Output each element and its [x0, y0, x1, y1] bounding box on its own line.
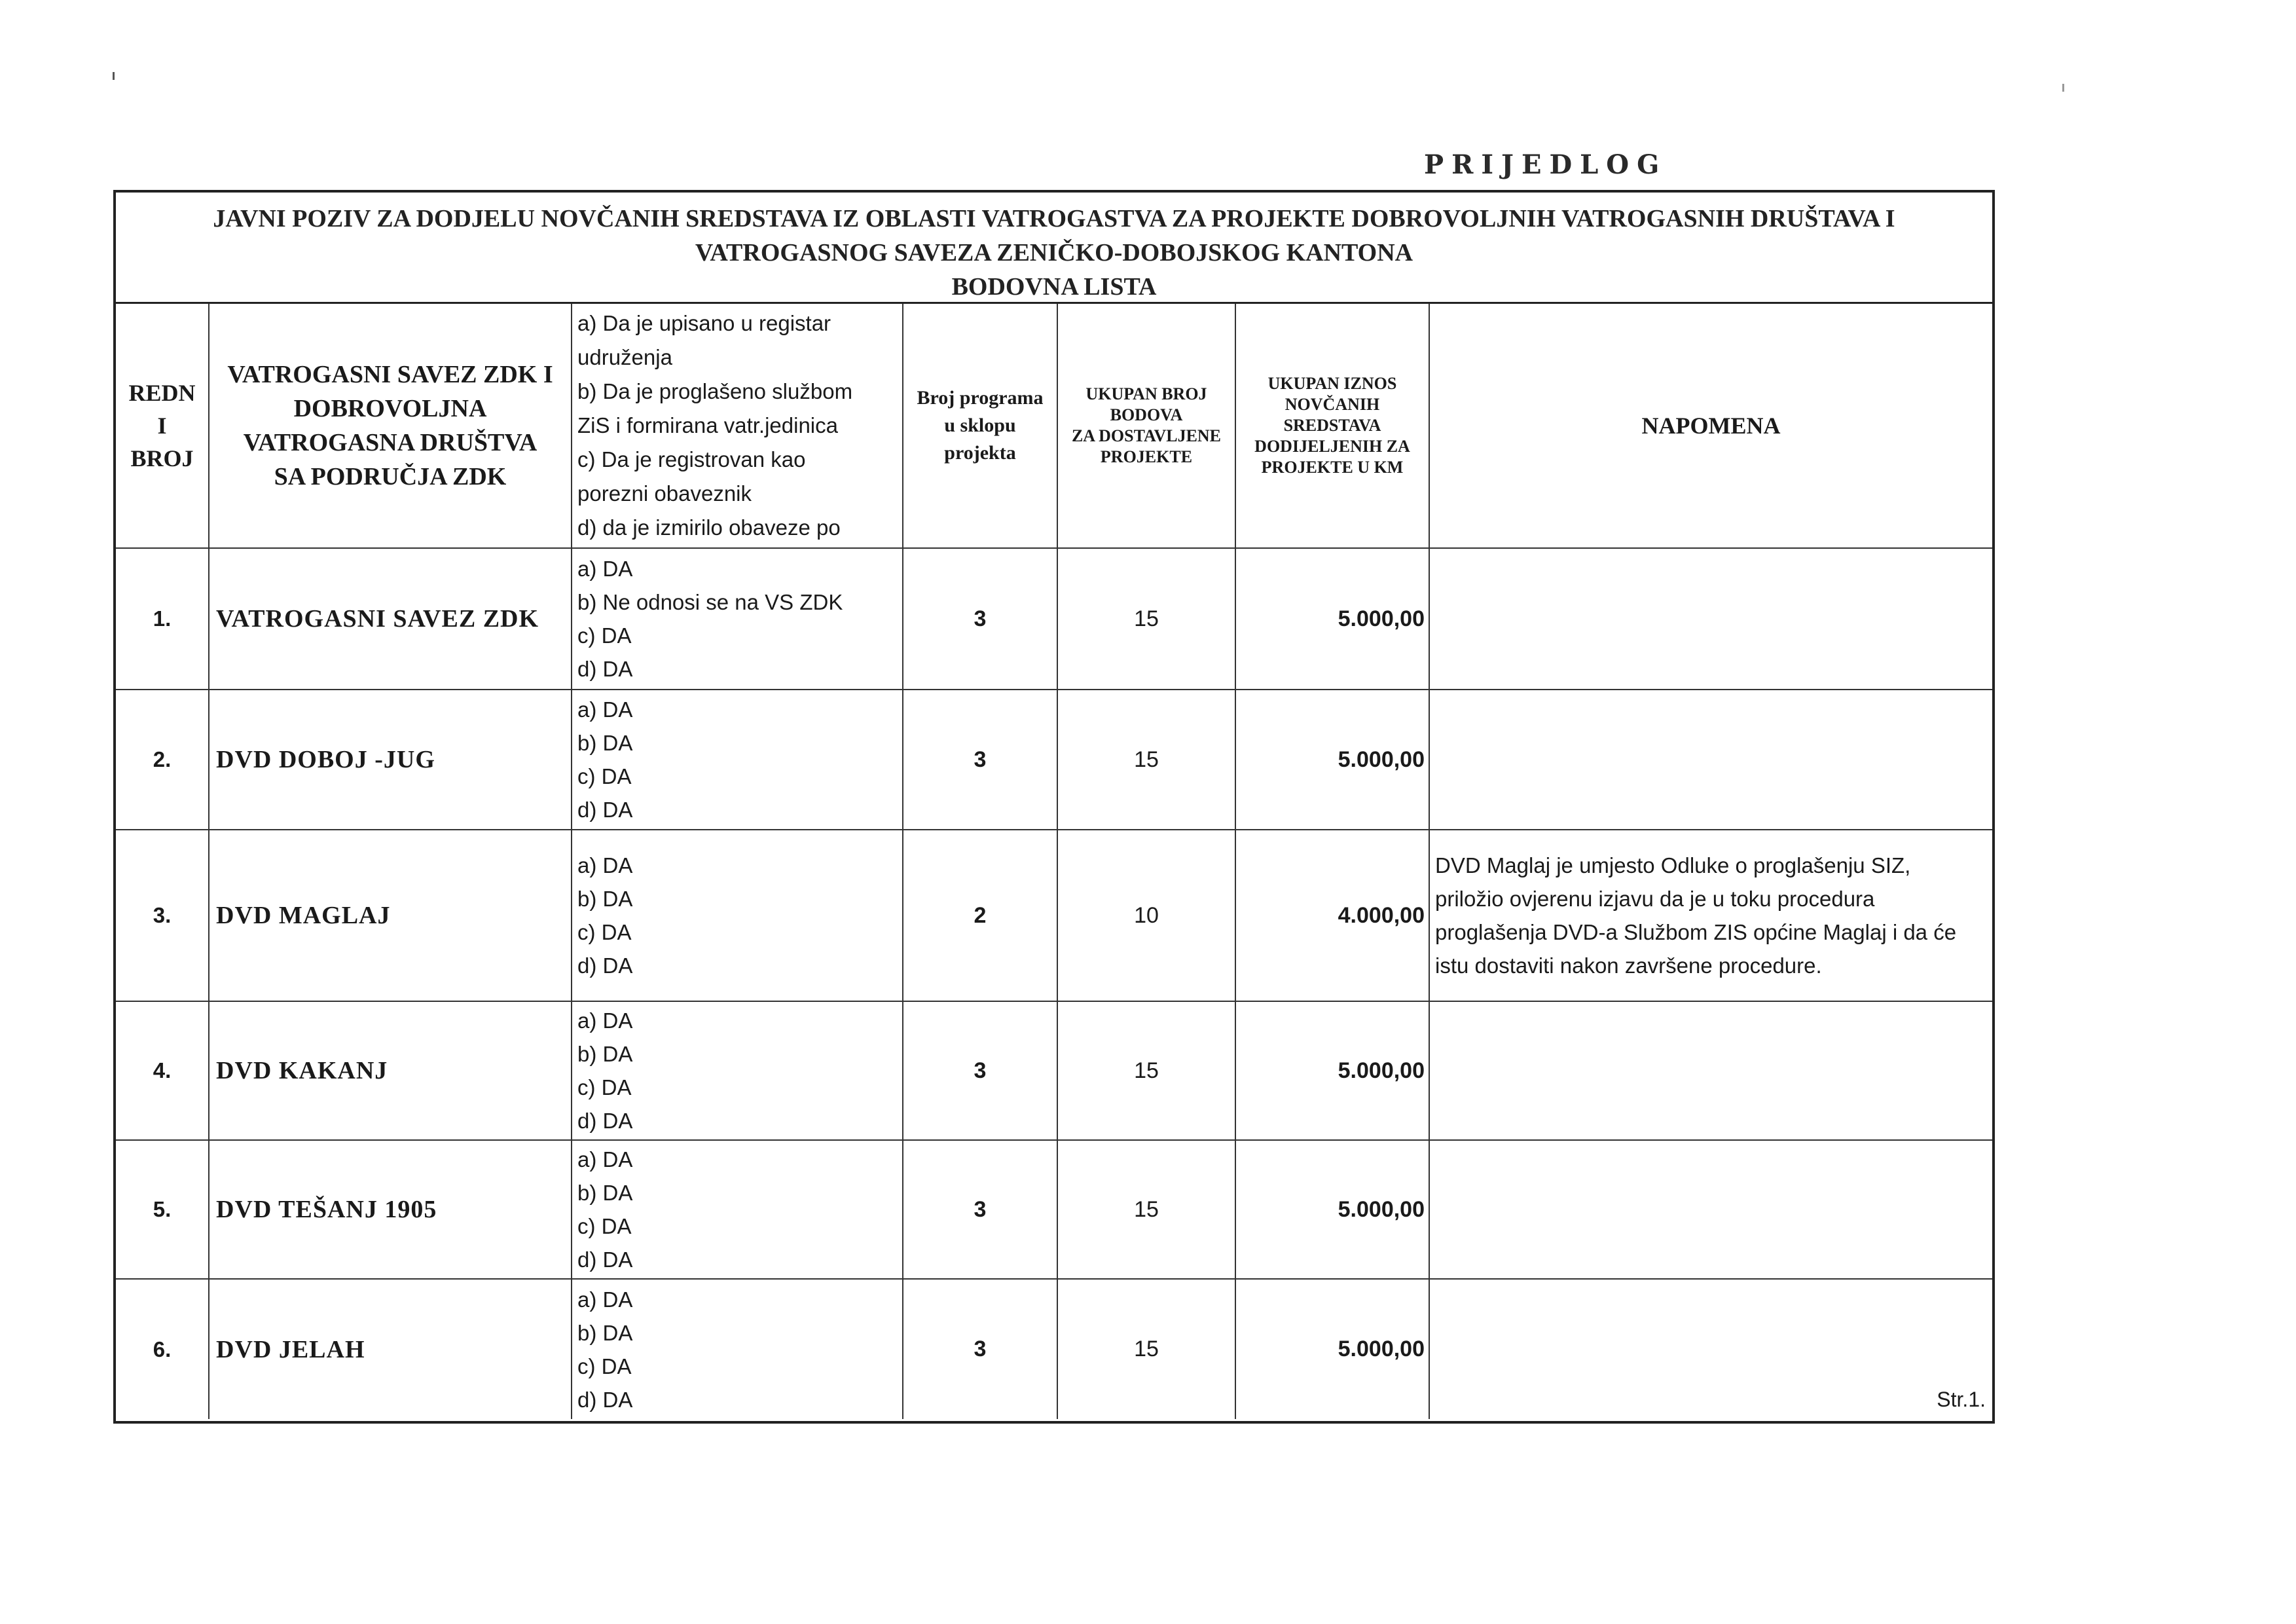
- header-redni-broj: REDN I BROJ: [116, 304, 209, 548]
- criteria-line: a) DA: [577, 557, 633, 581]
- table-row: [116, 1001, 1992, 1140]
- score-table: [116, 304, 1992, 1419]
- organization-name: DVD KAKANJ: [209, 1001, 572, 1140]
- table-row: [116, 548, 1992, 690]
- note-cell: [1429, 1140, 1992, 1279]
- criteria-line: a) DA: [577, 697, 633, 722]
- criteria-line: c) DA: [577, 623, 632, 648]
- program-count: 3: [903, 1140, 1057, 1279]
- total-points: 10: [1057, 830, 1235, 1001]
- criteria-line: b) Ne odnosi se na VS ZDK: [577, 590, 843, 614]
- criteria-line: a) DA: [577, 1008, 633, 1033]
- criteria-line: a) DA: [577, 1287, 633, 1312]
- note-line: priložio ovjerenu izjavu da je u toku procedura: [1435, 887, 1875, 911]
- title-line-1: JAVNI POZIV ZA DODJELU NOVČANIH SREDSTAVA IZ OBLASTI VATROGASTVA ZA PROJEKTE DOBROVOLJNIH VATROGASNIH DRUŠTAVA I: [213, 205, 1895, 232]
- organization-name: DVD TEŠANJ 1905: [209, 1140, 572, 1279]
- score-sheet: [113, 190, 1995, 1424]
- table-row: [116, 1140, 1992, 1279]
- header-ukupan-iznos: UKUPAN IZNOS NOVČANIH SREDSTAVA DODIJELJENIH ZA PROJEKTE U KM: [1235, 304, 1429, 548]
- header-broj-programa: Broj programa u sklopu projekta: [903, 304, 1057, 548]
- total-amount: 5.000,00: [1235, 1140, 1429, 1279]
- header-savez: VATROGASNI SAVEZ ZDK I DOBROVOLJNA VATROGASNA DRUŠTVA SA PODRUČJA ZDK: [209, 304, 572, 548]
- page-number: Str.1.: [1937, 1388, 1986, 1411]
- note-line: proglašenja DVD-a Službom ZIS općine Maglaj i da će: [1435, 920, 1957, 944]
- row-number: 4.: [116, 1001, 209, 1140]
- criteria-line: c) DA: [577, 1075, 632, 1099]
- table-row: [116, 1279, 1992, 1419]
- header-napomena: NAPOMENA: [1429, 304, 1992, 548]
- criteria-line: d) DA: [577, 953, 633, 978]
- criteria-line: d) DA: [577, 1387, 633, 1412]
- table-row: [116, 830, 1992, 1001]
- note-line: istu dostaviti nakon završene procedure.: [1435, 953, 1822, 978]
- note-cell: [1429, 1001, 1992, 1140]
- organization-name: DVD DOBOJ -JUG: [209, 690, 572, 830]
- criteria-line: a) DA: [577, 1147, 633, 1172]
- total-points: 15: [1057, 690, 1235, 830]
- scan-mark-left: [113, 72, 115, 80]
- program-count: 3: [903, 548, 1057, 690]
- criteria-line: b) DA: [577, 1320, 633, 1345]
- organization-name: DVD JELAH: [209, 1279, 572, 1419]
- criteria-line: b) DA: [577, 887, 633, 911]
- note-line: DVD Maglaj je umjesto Odluke o proglašenju SIZ,: [1435, 853, 1911, 877]
- criteria-line: c) DA: [577, 1214, 632, 1238]
- note-cell: [1429, 548, 1992, 690]
- proposal-stamp: PRIJEDLOG: [1424, 149, 1667, 180]
- table-row: [116, 690, 1992, 830]
- criteria-cell: [572, 1279, 903, 1419]
- total-amount: 5.000,00: [1235, 1001, 1429, 1140]
- criteria-line: b) DA: [577, 1181, 633, 1205]
- criteria-line: d) DA: [577, 1109, 633, 1133]
- criteria-line: c) DA: [577, 1354, 632, 1378]
- criteria-cell: [572, 830, 903, 1001]
- criteria-line: c) DA: [577, 764, 632, 788]
- row-number: 6.: [116, 1279, 209, 1419]
- criteria-cell: [572, 690, 903, 830]
- total-points: 15: [1057, 1001, 1235, 1140]
- total-amount: 4.000,00: [1235, 830, 1429, 1001]
- title-line-3: BODOVNA LISTA: [951, 273, 1157, 301]
- note-cell: [1429, 830, 1992, 1001]
- header-ukupan-broj-bodova: UKUPAN BROJ BODOVA ZA DOSTAVLJENE PROJEKTE: [1057, 304, 1235, 548]
- total-points: 15: [1057, 548, 1235, 690]
- document-title: [116, 193, 1992, 304]
- total-points: 15: [1057, 1279, 1235, 1419]
- criteria-line: d) DA: [577, 1247, 633, 1272]
- row-number: 3.: [116, 830, 209, 1001]
- total-amount: 5.000,00: [1235, 690, 1429, 830]
- title-line-2: VATROGASNOG SAVEZA ZENIČKO-DOBOJSKOG KANTONA: [695, 239, 1413, 267]
- total-amount: 5.000,00: [1235, 548, 1429, 690]
- program-count: 2: [903, 830, 1057, 1001]
- criteria-line: d) DA: [577, 798, 633, 822]
- criteria-line: a) DA: [577, 853, 633, 877]
- header-row: [116, 304, 1992, 548]
- scan-mark-right: [2062, 84, 2064, 92]
- program-count: 3: [903, 1279, 1057, 1419]
- total-amount: 5.000,00: [1235, 1279, 1429, 1419]
- criteria-cell: [572, 1001, 903, 1140]
- criteria-cell: [572, 1140, 903, 1279]
- row-number: 1.: [116, 548, 209, 690]
- organization-name: DVD MAGLAJ: [209, 830, 572, 1001]
- note-cell: [1429, 690, 1992, 830]
- program-count: 3: [903, 1001, 1057, 1140]
- header-criteria: a) Da je upisano u registar udruženja b) Da je proglašeno službom ZiS i formirana vatr.jedinica c) Da je registrovan kao porezni obaveznik d) da je izmirilo obaveze po: [572, 304, 903, 548]
- criteria-line: b) DA: [577, 731, 633, 755]
- criteria-cell: [572, 548, 903, 690]
- criteria-line: c) DA: [577, 920, 632, 944]
- criteria-line: d) DA: [577, 657, 633, 681]
- row-number: 5.: [116, 1140, 209, 1279]
- total-points: 15: [1057, 1140, 1235, 1279]
- note-cell: [1429, 1279, 1992, 1419]
- criteria-line: b) DA: [577, 1042, 633, 1066]
- row-number: 2.: [116, 690, 209, 830]
- organization-name: VATROGASNI SAVEZ ZDK: [209, 548, 572, 690]
- program-count: 3: [903, 690, 1057, 830]
